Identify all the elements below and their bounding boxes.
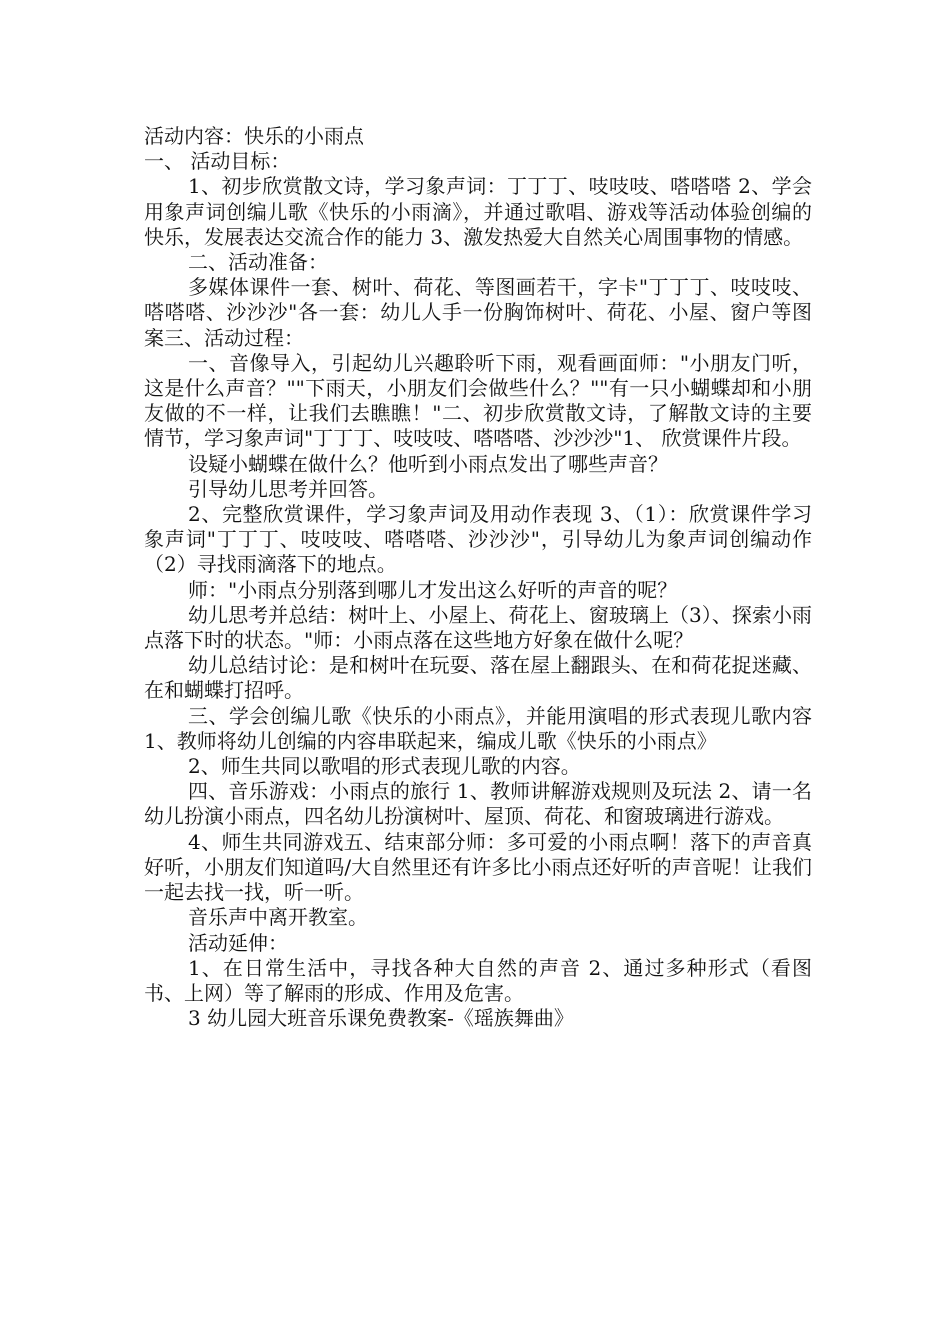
paragraph-leave-classroom: 音乐声中离开教室。 bbox=[188, 905, 368, 930]
paragraph-goals: 1、初步欣赏散文诗，学习象声词：丁丁丁、吱吱吱、嗒嗒嗒 2、学会用象声词创编儿歌《快乐的小雨滴》，并通过歌唱、游戏等活动体验创编的快乐，发展表达交流合作的能力 3、激发热爱大自然关心周围事物的情感。 bbox=[144, 174, 812, 249]
paragraph-full-view: 2、完整欣赏课件，学习象声词及用动作表现 3、（1）：欣赏课件学习象声词"丁丁丁、吱吱吱、嗒嗒嗒、沙沙沙"，引导幼儿为象声词创编动作（2）寻找雨滴落下的地点。 bbox=[144, 502, 812, 577]
paragraph-song-creation: 三、学会创编儿歌《快乐的小雨点》，并能用演唱的形式表现儿歌内容 1、教师将幼儿创编的内容串联起来，编成儿歌《快乐的小雨点》 bbox=[144, 703, 812, 753]
paragraph-preparation: 多媒体课件一套、树叶、荷花、等图画若干，字卡"丁丁丁、吱吱吱、嗒嗒嗒、沙沙沙"各一套：幼儿人手一份胸饰树叶、荷花、小屋、窗户等图案三、活动过程： bbox=[144, 275, 812, 350]
paragraph-extension: 1、在日常生活中，寻找各种大自然的声音 2、通过多种形式（看图书、上网）等了解雨的形成、作用及危害。 bbox=[144, 955, 812, 1005]
paragraph-music-game: 四、音乐游戏：小雨点的旅行 1、教师讲解游戏规则及玩法 2、请一名幼儿扮演小雨点，四名幼儿扮演树叶、屋顶、荷花、和窗玻璃进行游戏。 bbox=[144, 779, 812, 829]
paragraph-guide: 引导幼儿思考并回答。 bbox=[188, 476, 388, 501]
paragraph-next-lesson: 3 幼儿园大班音乐课免费教案-《瑶族舞曲》 bbox=[188, 1006, 574, 1031]
paragraph-intro: 一、音像导入，引起幼儿兴趣聆听下雨，观看画面师："小朋友门听，这是什么声音？""下雨天，小朋友们会做些什么？""有一只小蝴蝶却和小朋友做的不一样，让我们去瞧瞧！"二、初步欣赏散文诗，了解散文诗的主要情节，学习象声词"丁丁丁、吱吱吱、嗒嗒嗒、沙沙沙"1、 欣赏课件片段。 bbox=[144, 350, 812, 451]
paragraph-ending: 4、师生共同游戏五、结束部分师：多可爱的小雨点啊！落下的声音真好听，小朋友们知道吗/大自然里还有许多比小雨点还好听的声音呢！让我们一起去找一找，听一听。 bbox=[144, 829, 812, 905]
paragraph-discussion: 幼儿总结讨论：是和树叶在玩耍、落在屋上翻跟头、在和荷花捉迷藏、在和蝴蝶打招呼。 bbox=[144, 653, 812, 703]
document-page bbox=[144, 124, 812, 1031]
paragraph-summary: 幼儿思考并总结：树叶上、小屋上、荷花上、窗玻璃上（3）、探索小雨点落下时的状态。"师：小雨点落在这些地方好象在做什么呢？ bbox=[144, 602, 812, 653]
document-title: 活动内容：快乐的小雨点 bbox=[144, 124, 364, 148]
paragraph-preparation-heading: 二、活动准备： bbox=[188, 250, 328, 275]
paragraph-extension-heading: 活动延伸： bbox=[188, 930, 288, 955]
section-heading-goals: 一、 活动目标： bbox=[144, 149, 291, 174]
paragraph-teacher-question: 师："小雨点分别落到哪儿才发出这么好听的声音的呢？ bbox=[188, 577, 678, 602]
paragraph-sing-together: 2、师生共同以歌唱的形式表现儿歌的内容。 bbox=[188, 754, 581, 779]
paragraph-question: 设疑小蝴蝶在做什么？他听到小雨点发出了哪些声音？ bbox=[188, 451, 668, 476]
